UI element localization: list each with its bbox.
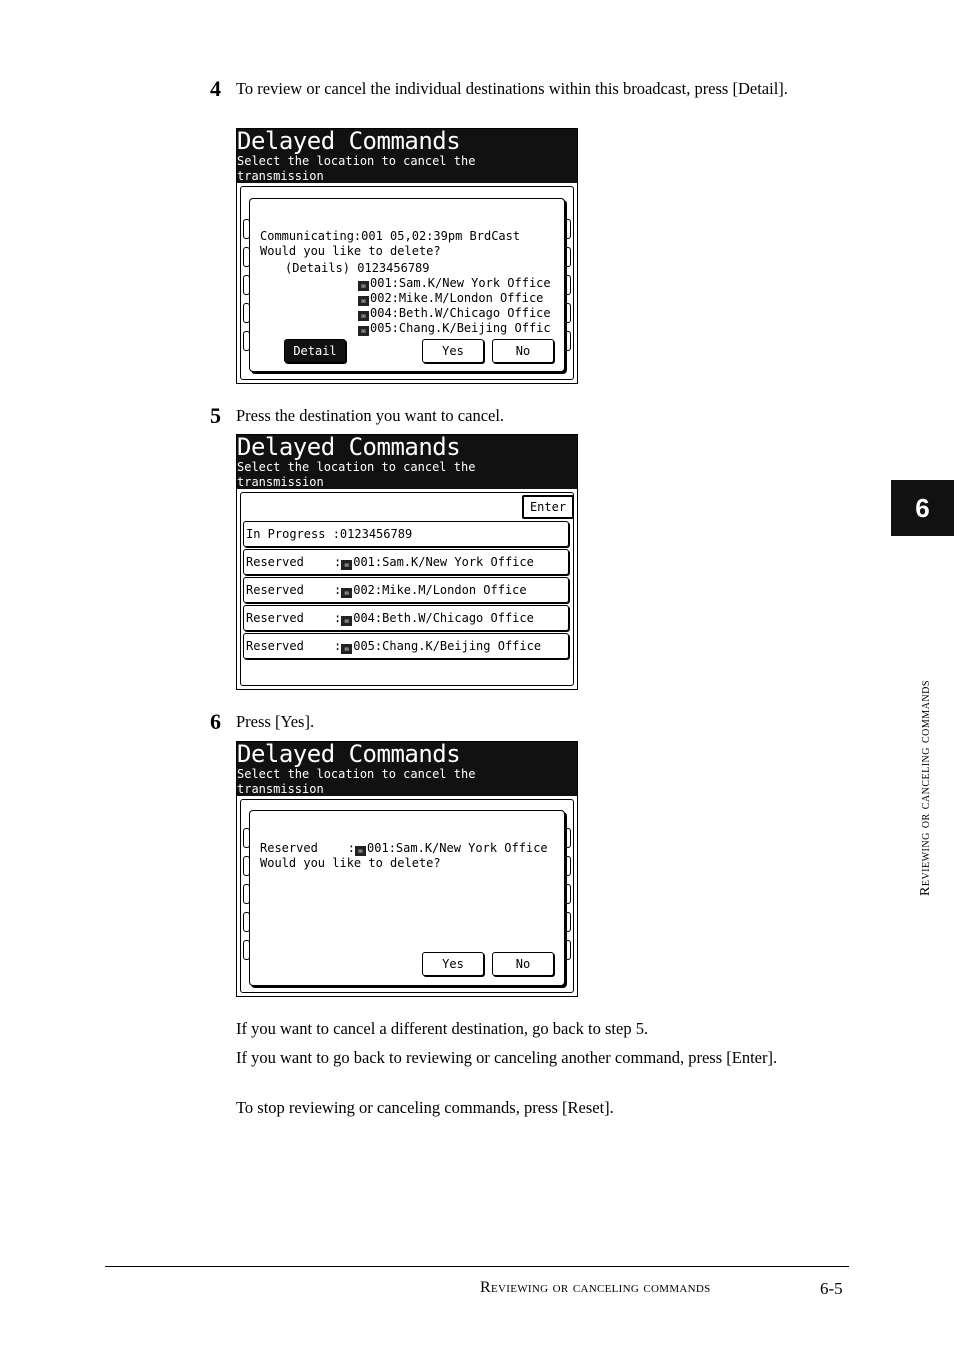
screen-detail-dialog [236, 128, 578, 384]
paragraph-stop: To stop reviewing or canceling commands, press [Reset]. [236, 1098, 614, 1117]
no-button[interactable]: No [492, 339, 554, 363]
fax-icon: ✉ [341, 644, 352, 654]
background-row-edge [564, 912, 571, 932]
background-row-edge [564, 247, 571, 267]
screen-destination-list [236, 434, 578, 690]
footer-rule [105, 1266, 849, 1267]
background-row-edge [564, 884, 571, 904]
paragraph-cancel-different: If you want to cancel a different destination, go back to step 5. [236, 1019, 649, 1038]
fax-icon: ✉ [341, 616, 352, 626]
background-row-edge [564, 219, 571, 239]
destination-row[interactable]: Reserved : ✉ 002:Mike.M/London Office [243, 577, 569, 603]
detail-button[interactable]: Detail [284, 339, 346, 363]
destination-row[interactable]: Reserved : ✉ 005:Chang.K/Beijing Office [243, 633, 569, 659]
chapter-side-label: Reviewing or canceling commands [918, 680, 933, 896]
fax-icon: ✉ [341, 560, 352, 570]
step-6-number: 6 [210, 709, 221, 734]
delete-confirm-dialog [249, 810, 565, 986]
paragraph-go-back: If you want to go back to reviewing or canceling another command, press [Enter]. [236, 1048, 778, 1067]
screen-header [237, 742, 577, 796]
step-4-number: 4 [210, 76, 221, 101]
screen-subtitle: Select the location to cancel the [237, 154, 476, 168]
dialog-communicating-line: Communicating:001 05,02:39pm BrdCast [260, 229, 521, 243]
dialog-details-line: (Details) 0123456789 [285, 261, 430, 275]
screen-subtitle-2: transmission [237, 169, 324, 183]
dialog-question: Would you like to delete? [260, 244, 441, 258]
enter-button[interactable]: Enter [522, 495, 574, 519]
screen-title: Delayed Commands [237, 128, 461, 155]
step-5-number: 5 [210, 403, 221, 428]
fax-icon: ✉ [358, 281, 369, 291]
fax-icon: ✉ [358, 311, 369, 321]
fax-icon: ✉ [358, 326, 369, 336]
background-row-edge [564, 940, 571, 960]
fax-icon: ✉ [355, 846, 366, 856]
footer-title: Reviewing or canceling commands [480, 1279, 711, 1296]
dialog-reserved-line: Reserved : ✉ 001:Sam.K/New York Office [260, 841, 548, 855]
screen-title: Delayed Commands [237, 741, 461, 768]
background-row-edge [564, 331, 571, 351]
yes-button[interactable]: Yes [422, 952, 484, 976]
dialog-destination: ✉ 005:Chang.K/Beijing Offic [358, 321, 551, 336]
dialog-question: Would you like to delete? [260, 856, 441, 870]
no-button[interactable]: No [492, 952, 554, 976]
screen-subtitle: Select the location to cancel the [237, 460, 476, 474]
dialog-destination: ✉ 004:Beth.W/Chicago Office [358, 306, 551, 321]
yes-button[interactable]: Yes [422, 339, 484, 363]
destination-row-in-progress[interactable]: In Progress :0123456789 [243, 521, 569, 547]
screen-subtitle: Select the location to cancel the [237, 767, 476, 781]
background-row-edge [564, 828, 571, 848]
delete-confirm-dialog [249, 198, 565, 372]
step-4-text: To review or cancel the individual destinations within this broadcast, press [Detail]. [236, 79, 788, 98]
step-5-text: Press the destination you want to cancel. [236, 406, 505, 425]
dialog-destination: ✉ 001:Sam.K/New York Office [358, 276, 551, 291]
chapter-tab: 6 [891, 480, 954, 536]
background-row-edge [564, 303, 571, 323]
step-6-text: Press [Yes]. [236, 712, 315, 731]
screen-title: Delayed Commands [237, 434, 461, 461]
fax-icon: ✉ [358, 296, 369, 306]
background-row-edge [564, 275, 571, 295]
screen-confirm-delete [236, 741, 578, 997]
destination-row[interactable]: Reserved : ✉ 001:Sam.K/New York Office [243, 549, 569, 575]
background-row-edge [564, 856, 571, 876]
screen-subtitle-2: transmission [237, 475, 324, 489]
screen-header [237, 435, 577, 489]
fax-icon: ✉ [341, 588, 352, 598]
destination-row[interactable]: Reserved : ✉ 004:Beth.W/Chicago Office [243, 605, 569, 631]
screen-subtitle-2: transmission [237, 782, 324, 796]
dialog-destination: ✉ 002:Mike.M/London Office [358, 291, 543, 306]
screen-header [237, 129, 577, 183]
page-number: 6-5 [820, 1279, 843, 1298]
